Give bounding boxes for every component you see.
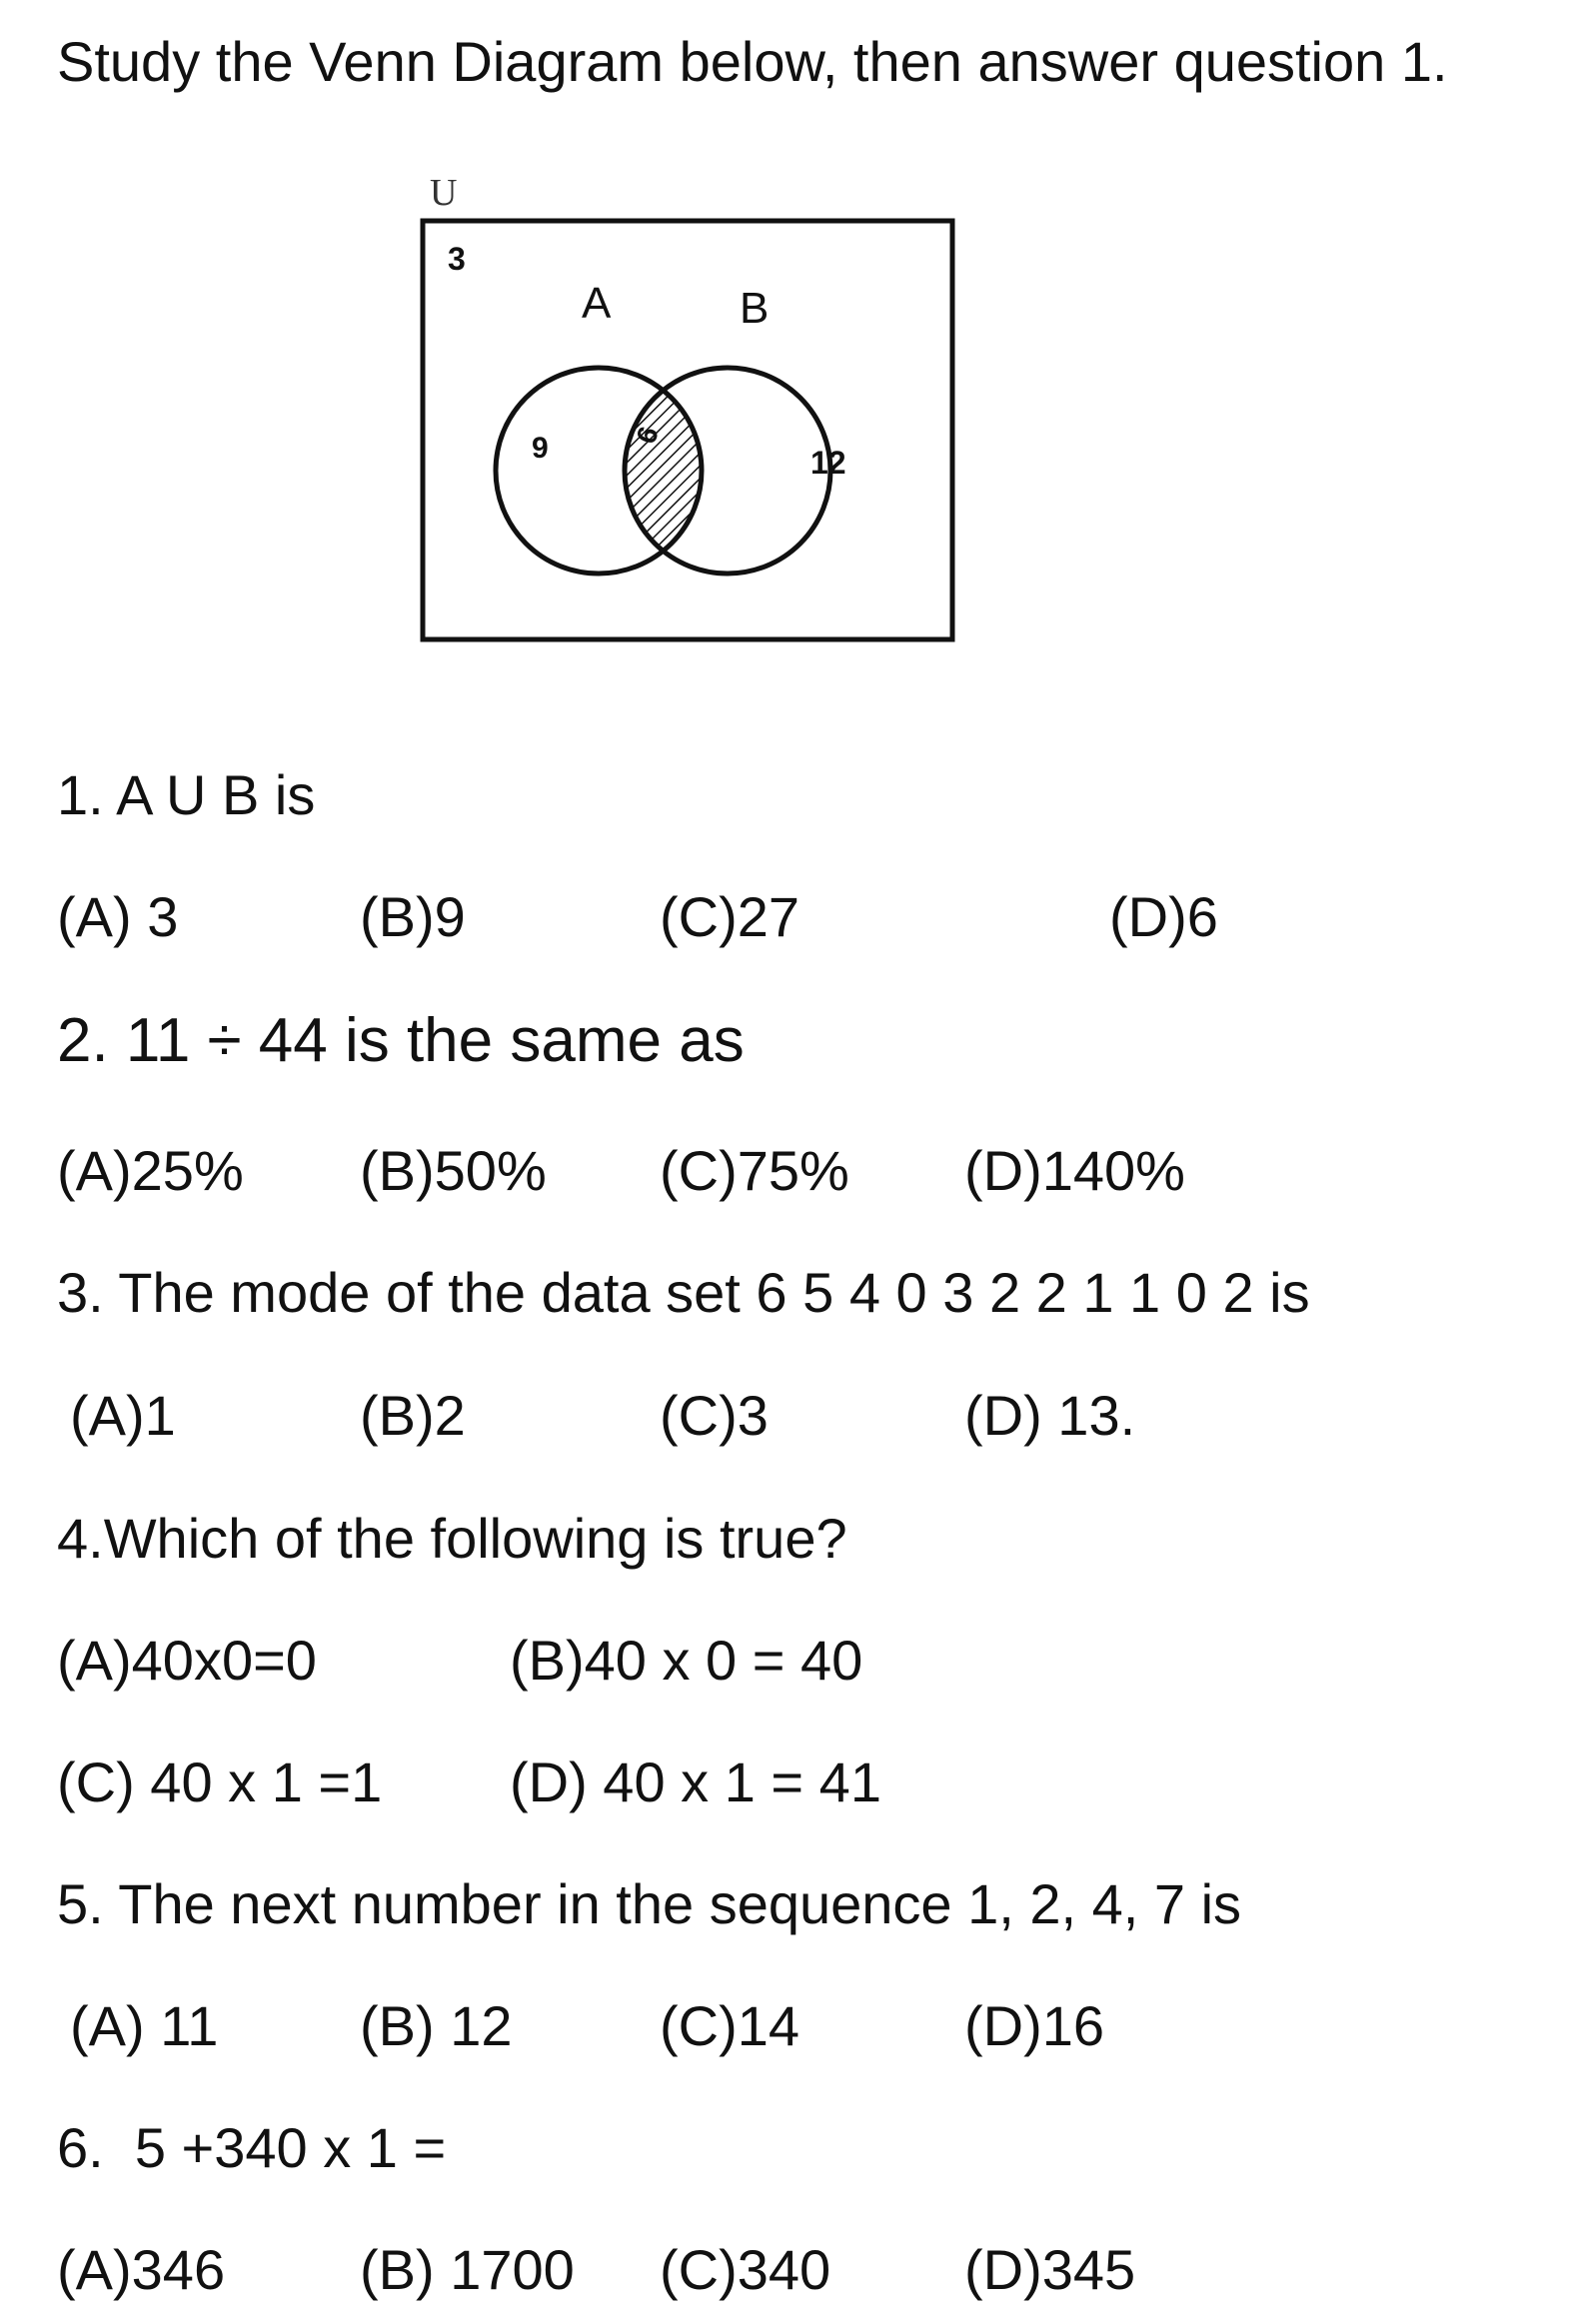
a-only-value: 9 <box>532 432 549 465</box>
question-2-option-d[interactable]: (D)140% <box>964 1139 1185 1202</box>
outside-region-value: 3 <box>448 241 466 277</box>
question-5-prompt: 5. The next number in the sequence 1, 2, 4, 7 is <box>57 1872 1242 1935</box>
question-3-option-a[interactable]: (A)1 <box>70 1384 176 1447</box>
question-5-option-b[interactable]: (B) 12 <box>360 1994 513 2057</box>
question-1-option-c[interactable]: (C)27 <box>660 885 800 948</box>
question-6-prompt: 6. 5 +340 x 1 = <box>57 2116 447 2179</box>
question-5-option-a[interactable]: (A) 11 <box>70 1994 219 2057</box>
question-2-prompt: 2. 11 ÷ 44 is the same as <box>57 1006 745 1075</box>
question-4-option-d[interactable]: (D) 40 x 1 = 41 <box>510 1750 881 1813</box>
question-4-prompt: 4.Which of the following is true? <box>57 1507 847 1570</box>
set-a-label: A <box>582 279 612 328</box>
b-only-value: 12 <box>810 445 846 481</box>
question-6-option-d[interactable]: (D)345 <box>964 2238 1136 2301</box>
question-3-option-d[interactable]: (D) 13. <box>964 1384 1136 1447</box>
set-b-label: B <box>740 284 770 333</box>
question-6-option-b[interactable]: (B) 1700 <box>360 2238 575 2301</box>
venn-diagram <box>410 170 969 659</box>
question-1-option-b[interactable]: (B)9 <box>360 885 466 948</box>
question-3-option-b[interactable]: (B)2 <box>360 1384 466 1447</box>
question-6-option-c[interactable]: (C)340 <box>660 2238 831 2301</box>
question-2-option-b[interactable]: (B)50% <box>360 1139 547 1202</box>
question-1-prompt: 1. A U B is <box>57 763 316 826</box>
instruction-text: Study the Venn Diagram below, then answer question 1. <box>57 30 1448 93</box>
universal-set-label: U <box>430 172 458 214</box>
question-3-prompt: 3. The mode of the data set 6 5 4 0 3 2 2 1 1 0 2 is <box>57 1261 1310 1324</box>
question-3-option-c[interactable]: (C)3 <box>660 1384 769 1447</box>
question-4-option-b[interactable]: (B)40 x 0 = 40 <box>510 1629 863 1692</box>
intersection-value: 6 <box>630 422 665 449</box>
question-6-option-a[interactable]: (A)346 <box>57 2238 226 2301</box>
question-5-option-c[interactable]: (C)14 <box>660 1994 800 2057</box>
question-4-option-a[interactable]: (A)40x0=0 <box>57 1629 317 1692</box>
question-5-option-d[interactable]: (D)16 <box>964 1994 1105 2057</box>
question-1-option-d[interactable]: (D)6 <box>1109 885 1218 948</box>
question-1-option-a[interactable]: (A) 3 <box>57 885 179 948</box>
question-2-option-c[interactable]: (C)75% <box>660 1139 849 1202</box>
question-4-option-c[interactable]: (C) 40 x 1 =1 <box>57 1750 383 1813</box>
question-2-option-a[interactable]: (A)25% <box>57 1139 244 1202</box>
